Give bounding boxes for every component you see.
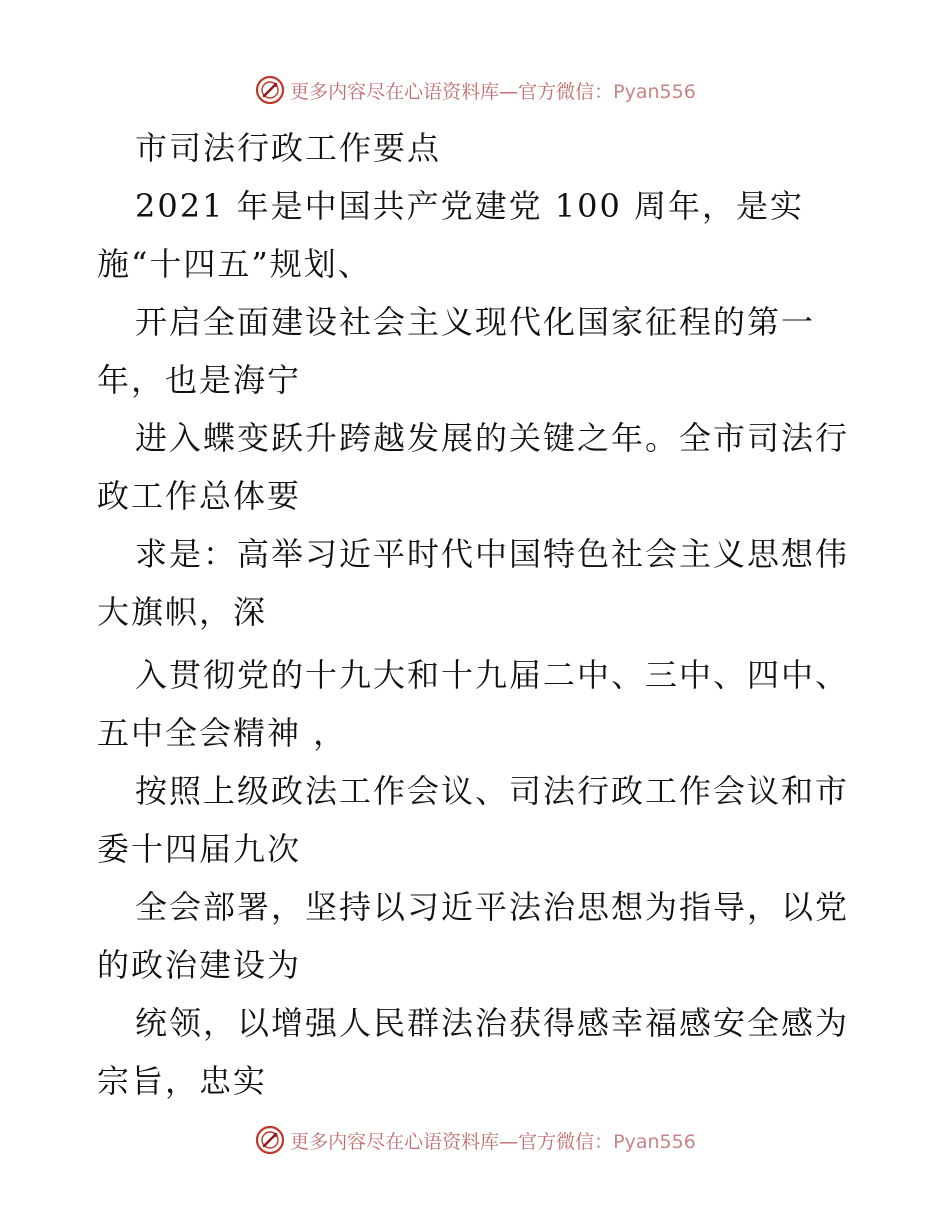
paragraph-line: 进入蝶变跃升跨越发展的关键之年。全市司法行 (135, 419, 850, 457)
paragraph-line: 2021 年是中国共产党建党 100 周年，是实 (135, 187, 805, 225)
seal-logo-icon (254, 1124, 286, 1156)
paragraph-line: 统领，以增强人民群法治获得感幸福感安全感为 (135, 1004, 850, 1042)
paragraph-line: 的政治建设为 (97, 946, 302, 984)
paragraph-line: 年，也是海宁 (97, 361, 302, 399)
paragraph-line: 大旗帜，深 (97, 593, 268, 631)
paragraph-line: 入贯彻党的十九大和十九届二中、三中、四中、 (135, 656, 850, 694)
watermark-text: 更多内容尽在心语资料库—官方微信：Pyan556 (290, 1130, 696, 1153)
header-watermark-banner (0, 70, 950, 110)
document-title: 市司法行政工作要点 (135, 129, 442, 167)
footer-watermark-banner (0, 1120, 950, 1160)
paragraph-line: 求是：高举习近平时代中国特色社会主义思想伟 (135, 535, 850, 573)
watermark-text: 更多内容尽在心语资料库—官方微信：Pyan556 (290, 80, 696, 103)
paragraph-line: 政工作总体要 (97, 477, 302, 515)
wechat-handle: Pyan556 (613, 1130, 696, 1153)
paragraph-line: 委十四届九次 (97, 830, 302, 868)
seal-logo-icon (254, 74, 286, 106)
paragraph-line: 施“十四五”规划、 (97, 245, 372, 283)
paragraph-line: 全会部署，坚持以习近平法治思想为指导，以党 (135, 888, 850, 926)
paragraph-line: 按照上级政法工作会议、司法行政工作会议和市 (135, 772, 850, 810)
wechat-handle: Pyan556 (613, 80, 696, 103)
paragraph-line: 五中全会精神 ， (97, 714, 348, 752)
paragraph-line: 开启全面建设社会主义现代化国家征程的第一 (135, 303, 816, 341)
paragraph-line: 宗旨，忠实 (97, 1062, 268, 1100)
